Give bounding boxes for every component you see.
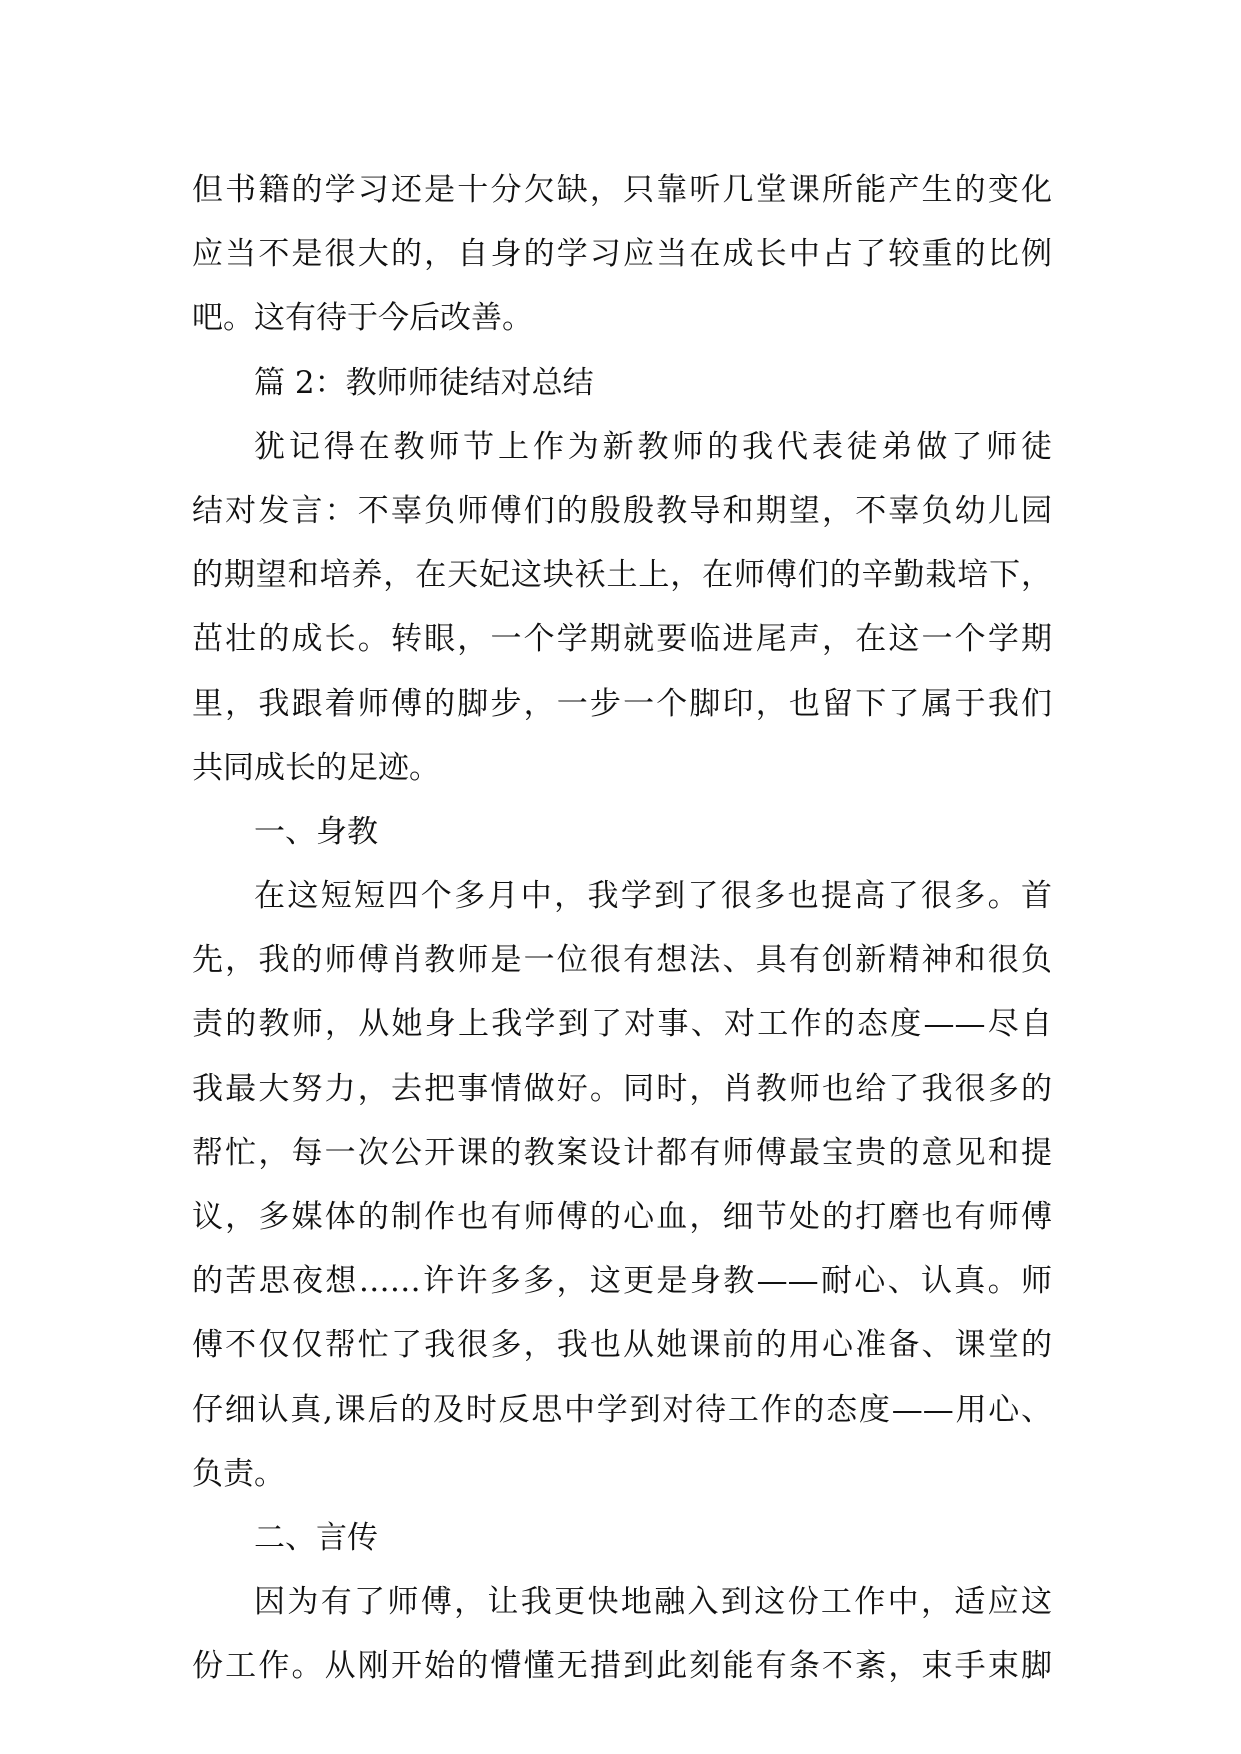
body-line: 仔细认真,课后的及时反思中学到对待工作的态度——用心、	[192, 1391, 1052, 1428]
body-line: 茁壮的成长。转眼，一个学期就要临进尾声，在这一个学期	[192, 621, 1052, 658]
body-line: 因为有了师傅，让我更快地融入到这份工作中，适应这	[254, 1584, 1052, 1621]
body-line: 傅不仅仅帮忙了我很多，我也从她课前的用心准备、课堂的	[192, 1327, 1052, 1364]
section-heading: 二、言传	[254, 1519, 378, 1556]
body-line: 先，我的师傅肖教师是一位很有想法、具有创新精神和很负	[192, 942, 1052, 979]
body-line: 结对发言：不辜负师傅们的殷殷教导和期望，不辜负幼儿园	[192, 492, 1052, 529]
body-line: 应当不是很大的，自身的学习应当在成长中占了较重的比例	[192, 236, 1052, 273]
body-line: 吧。这有待于今后改善。	[192, 300, 533, 337]
body-line: 份工作。从刚开始的懵懂无措到此刻能有条不紊，束手束脚	[192, 1648, 1052, 1685]
section-heading: 篇 2：教师师徒结对总结	[254, 364, 594, 401]
body-line: 共同成长的足迹。	[192, 749, 440, 786]
body-line: 的苦思夜想……许许多多，这更是身教——耐心、认真。师	[192, 1263, 1052, 1300]
body-line: 负责。	[192, 1455, 285, 1492]
body-line: 里，我跟着师傅的脚步，一步一个脚印，也留下了属于我们	[192, 685, 1052, 722]
body-line: 帮忙，每一次公开课的教案设计都有师傅最宝贵的意见和提	[192, 1134, 1052, 1171]
section-heading: 一、身教	[254, 813, 378, 850]
body-line: 我最大努力，去把事情做好。同时，肖教师也给了我很多的	[192, 1070, 1052, 1107]
body-line: 议，多媒体的制作也有师傅的心血，细节处的打磨也有师傅	[192, 1199, 1052, 1235]
document-body	[192, 158, 1052, 1699]
body-line: 的期望和培养，在天妃这块袄土上，在师傅们的辛勤栽培下，	[192, 557, 1052, 594]
body-line: 在这短短四个多月中，我学到了很多也提高了很多。首	[254, 878, 1052, 915]
body-line: 责的教师，从她身上我学到了对事、对工作的态度——尽自	[192, 1006, 1052, 1043]
body-line: 但书籍的学习还是十分欠缺，只靠听几堂课所能产生的变化	[192, 172, 1052, 208]
body-line: 犹记得在教师节上作为新教师的我代表徒弟做了师徒	[254, 428, 1052, 465]
